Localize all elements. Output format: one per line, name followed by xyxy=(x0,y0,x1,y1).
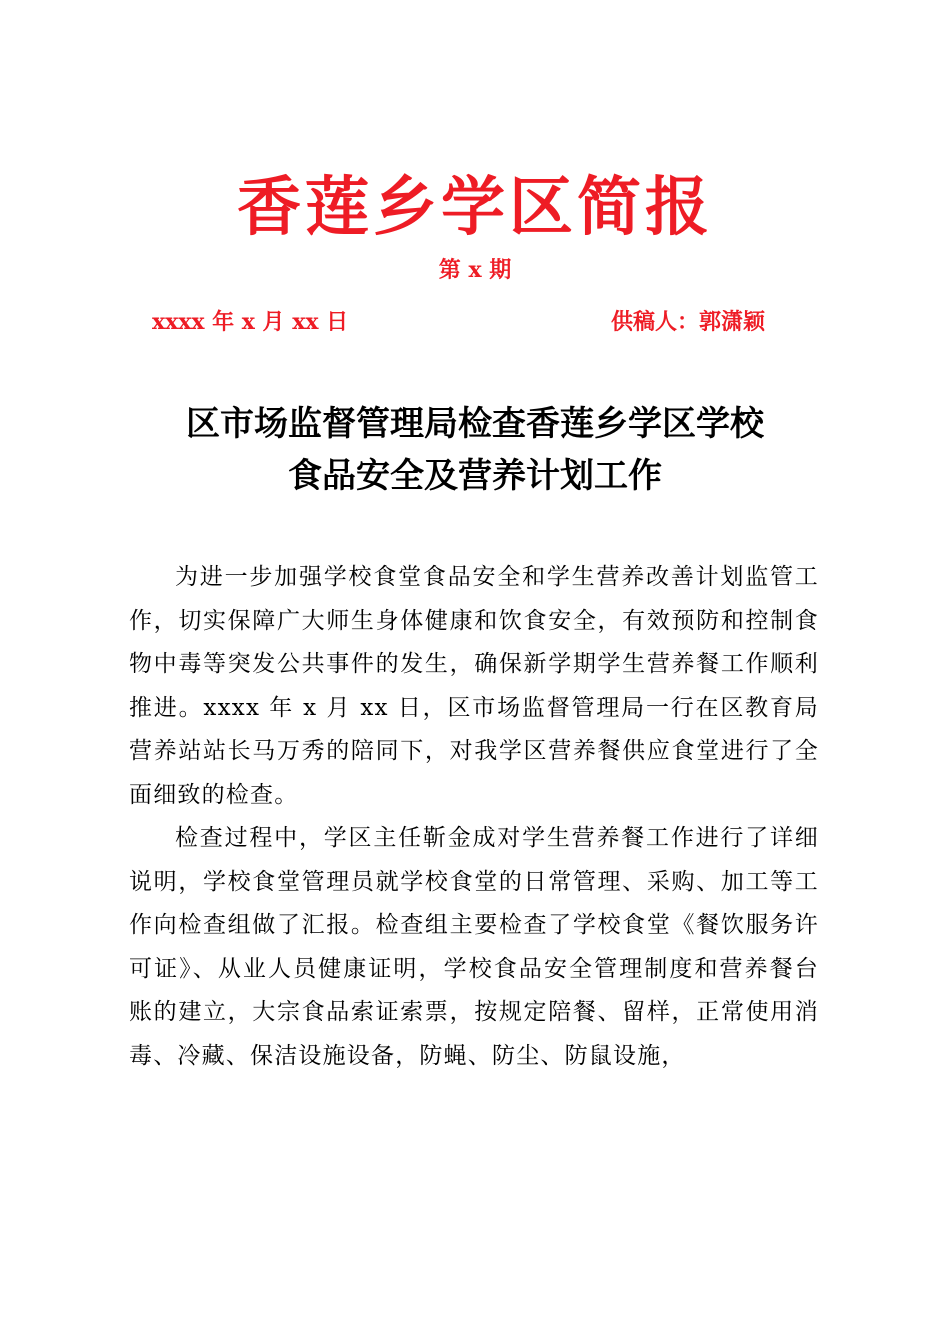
headline-line: 区市场监督管理局检查香莲乡学区学校 xyxy=(186,404,764,444)
article-headline xyxy=(0,398,950,502)
body-paragraph: 检查过程中，学区主任靳金成对学生营养餐工作进行了详细说明，学校食堂管理员就学校食堂的日常管理、采购、加工等工作向检查组做了汇报。检查组主要检查了学校食堂《餐饮服务许可证》、从业人员健康证明，学校食品安全管理制度和营养餐台账的建立，大宗食品索证索票，按规定陪餐、留样，正常使用消毒、冷藏、保洁设施设备，防蝇、防尘、防鼠设施， xyxy=(129,825,819,1069)
newsletter-title: 香莲乡学区简报 xyxy=(237,170,713,245)
author-credit: 供稿人：郭潇颖 xyxy=(611,309,766,335)
headline-line: 食品安全及营养计划工作 xyxy=(288,456,662,496)
article-body xyxy=(129,556,819,1078)
issue-number: 第 x 期 xyxy=(438,257,512,283)
body-paragraph: 为进一步加强学校食堂食品安全和学生营养改善计划监管工作，切实保障广大师生身体健康和饮食安全，有效预防和控制食物中毒等突发公共事件的发生，确保新学期学生营养餐工作顺利推进。xxxx 年 x 月 xx 日，区市场监督管理局一行在区教育局营养站站长马万秀的陪同下，对我学区营养餐供应食堂进行了全面细致的检查。 xyxy=(129,564,819,808)
publish-date: xxxx 年 x 月 xx 日 xyxy=(152,309,349,335)
